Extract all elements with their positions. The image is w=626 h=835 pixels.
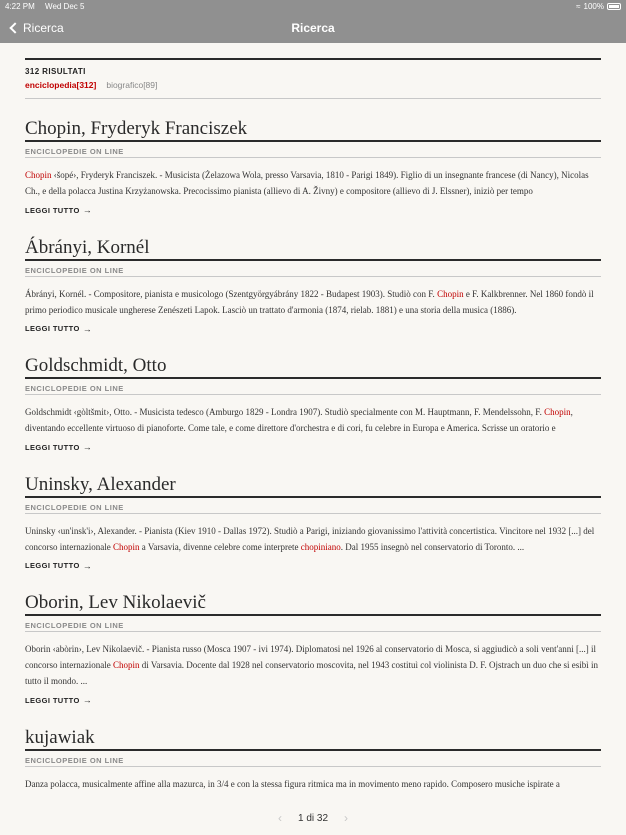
battery-percent: 100% — [583, 2, 604, 11]
status-bar — [0, 0, 626, 13]
result-source: ENCICLOPEDIE ON LINE — [25, 265, 124, 275]
page-indicator: 1 di 32 — [297, 812, 329, 824]
highlighted-term: Chopin — [544, 407, 571, 417]
snippet-text: Ábrányi, Kornél. - Compositore, pianista e musicologo (Szentgyörgyábrány 1822 - Budapest 1903). Studiò con F. — [25, 288, 438, 299]
arrow-right-icon: → — [82, 560, 93, 571]
read-more-link[interactable] — [25, 695, 92, 705]
divider — [25, 140, 601, 142]
result-source: ENCICLOPEDIE ON LINE — [25, 755, 124, 765]
divider — [25, 377, 601, 379]
divider — [25, 58, 601, 60]
result-source: ENCICLOPEDIE ON LINE — [25, 621, 124, 630]
result-item[interactable] — [25, 99, 601, 218]
chevron-right-icon[interactable]: › — [344, 811, 349, 825]
navigation-bar — [0, 13, 626, 43]
result-title[interactable]: Uninsky, Alexander — [25, 473, 176, 495]
result-snippet — [25, 167, 601, 199]
results-list[interactable] — [25, 58, 601, 800]
snippet-text: a Varsavia, divenne celebre come interprete — [139, 541, 301, 552]
result-source: ENCICLOPEDIE ON LINE — [25, 147, 124, 156]
highlighted-term: Chopin — [112, 541, 140, 552]
divider — [25, 157, 601, 158]
read-more-link[interactable] — [25, 442, 92, 452]
arrow-right-icon: → — [82, 695, 93, 705]
wifi-icon: ≈ — [576, 2, 581, 11]
result-item[interactable] — [25, 573, 601, 708]
result-title[interactable]: Goldschmidt, Otto — [25, 355, 167, 376]
result-snippet — [25, 641, 601, 689]
back-button-label: Ricerca — [23, 21, 64, 35]
arrow-right-icon: → — [82, 323, 93, 334]
highlighted-term: Chopin — [112, 660, 140, 670]
highlighted-term: Chopin — [25, 170, 52, 180]
result-item[interactable] — [25, 455, 601, 574]
read-more-label: LEGGI TUTTO — [25, 561, 80, 570]
read-more-label: LEGGI TUTTO — [25, 695, 80, 705]
status-time: 4:22 PM — [5, 2, 35, 11]
snippet-text: , diventando eccellente virtuoso di pianoforte. Come tale, e come direttore d'orchestra e di cori, fu celebre in Europa e America. Scrisse un oratorio e — [25, 407, 573, 433]
result-item[interactable] — [25, 336, 601, 455]
arrow-right-icon: → — [82, 205, 93, 215]
result-title[interactable]: kujawiak — [25, 726, 95, 748]
snippet-text: ‹šopé›, Fryderyk Franciszek. - Musicista (Żelazowa Wola, presso Varsavia, 1810 - Parigi 1849). Figlio di un insegnante francese (di Nancy), Nicolas Ch., e della polacca Justina Krzyżanowska. Precocissimo pianista (allievo di A. Živny) e compositore (allievo di J. Elssner), iniziò per tempo — [25, 170, 589, 196]
divider — [25, 259, 601, 261]
read-more-label: LEGGI TUTTO — [25, 442, 80, 452]
divider — [25, 631, 601, 632]
snippet-text: Goldschmidt ‹gòltšmit›, Otto. - Musicista tedesco (Amburgo 1829 - Londra 1907). Studiò specialmente con M. Hauptmann, F. Mendelssohn, F. — [25, 407, 545, 417]
divider — [25, 614, 601, 616]
result-snippet — [25, 523, 601, 555]
pagination — [0, 808, 626, 828]
results-header — [25, 58, 601, 98]
divider — [25, 394, 601, 395]
snippet-text: . Dal 1955 insegnò nel conservatorio di Toronto. ... — [340, 541, 525, 552]
read-more-label: LEGGI TUTTO — [25, 324, 80, 333]
page-title: Ricerca — [291, 21, 335, 35]
snippet-text: Oborin ‹abòrin›, Lev Nikolaevič. - Pianista russo (Mosca 1907 - ivi 1974). Diplomatosi nel 1926 al conservatorio di Mosca, si aggiudicò a soli vent'anni [...] il concorso internazionale — [25, 644, 597, 670]
read-more-link[interactable] — [25, 205, 92, 215]
result-title[interactable]: Ábrányi, Kornél — [25, 236, 150, 258]
result-source: ENCICLOPEDIE ON LINE — [25, 384, 124, 393]
arrow-right-icon: → — [82, 442, 93, 452]
read-more-label: LEGGI TUTTO — [25, 205, 80, 215]
snippet-text: Uninsky ‹un'insk'i›, Alexander. - Pianista (Kiev 1910 - Dallas 1972). Studiò a Parigi, iniziando giovanissimo l'attività concertistica. Vincitore nel 1932 [...] del concorso internazionale — [25, 525, 595, 552]
divider — [25, 766, 601, 767]
divider — [25, 749, 601, 751]
result-item[interactable] — [25, 708, 601, 792]
result-snippet — [25, 286, 601, 318]
divider — [25, 276, 601, 277]
read-more-link[interactable] — [25, 561, 92, 571]
result-item[interactable] — [25, 218, 601, 337]
filter-biografico[interactable]: biografico[89] — [106, 80, 158, 90]
snippet-text: di Varsavia. Docente dal 1928 nel conservatorio moscovita, nel 1943 costituì col violinista D. F. Ojstrach un duo che si esibì in tutto il mondo. ... — [25, 660, 599, 686]
chevron-left-icon[interactable]: ‹ — [277, 811, 282, 825]
result-source: ENCICLOPEDIE ON LINE — [25, 502, 124, 512]
snippet-text: e F. Kalkbrenner. Nel 1860 fondò il primo periodico musicale ungherese Zenészeti Lapok. Lasciò un trattato d'armonia (1874, rielab. 1881) e una storia della musica (1886). — [25, 288, 594, 315]
status-date: Wed Dec 5 — [45, 2, 85, 11]
divider — [25, 496, 601, 498]
highlighted-term: chopiniano — [300, 541, 341, 552]
battery-icon — [607, 3, 621, 10]
result-title[interactable]: Chopin, Fryderyk Franciszek — [25, 118, 248, 139]
highlighted-term: Chopin — [437, 288, 464, 299]
filter-bar — [25, 80, 601, 90]
snippet-text: Danza polacca, musicalmente affine alla mazurca, in 3/4 e con la stessa figura ritmica ma in movimento meno rapido. Composero musiche ispirate a — [25, 778, 560, 789]
results-count: 312 RISULTATI — [25, 67, 86, 76]
filter-enciclopedia[interactable]: enciclopedia[312] — [25, 80, 97, 90]
result-snippet — [25, 404, 601, 436]
result-title[interactable]: Oborin, Lev Nikolaevič — [25, 592, 206, 613]
result-snippet — [25, 776, 601, 792]
read-more-link[interactable] — [25, 324, 92, 334]
divider — [25, 513, 601, 514]
